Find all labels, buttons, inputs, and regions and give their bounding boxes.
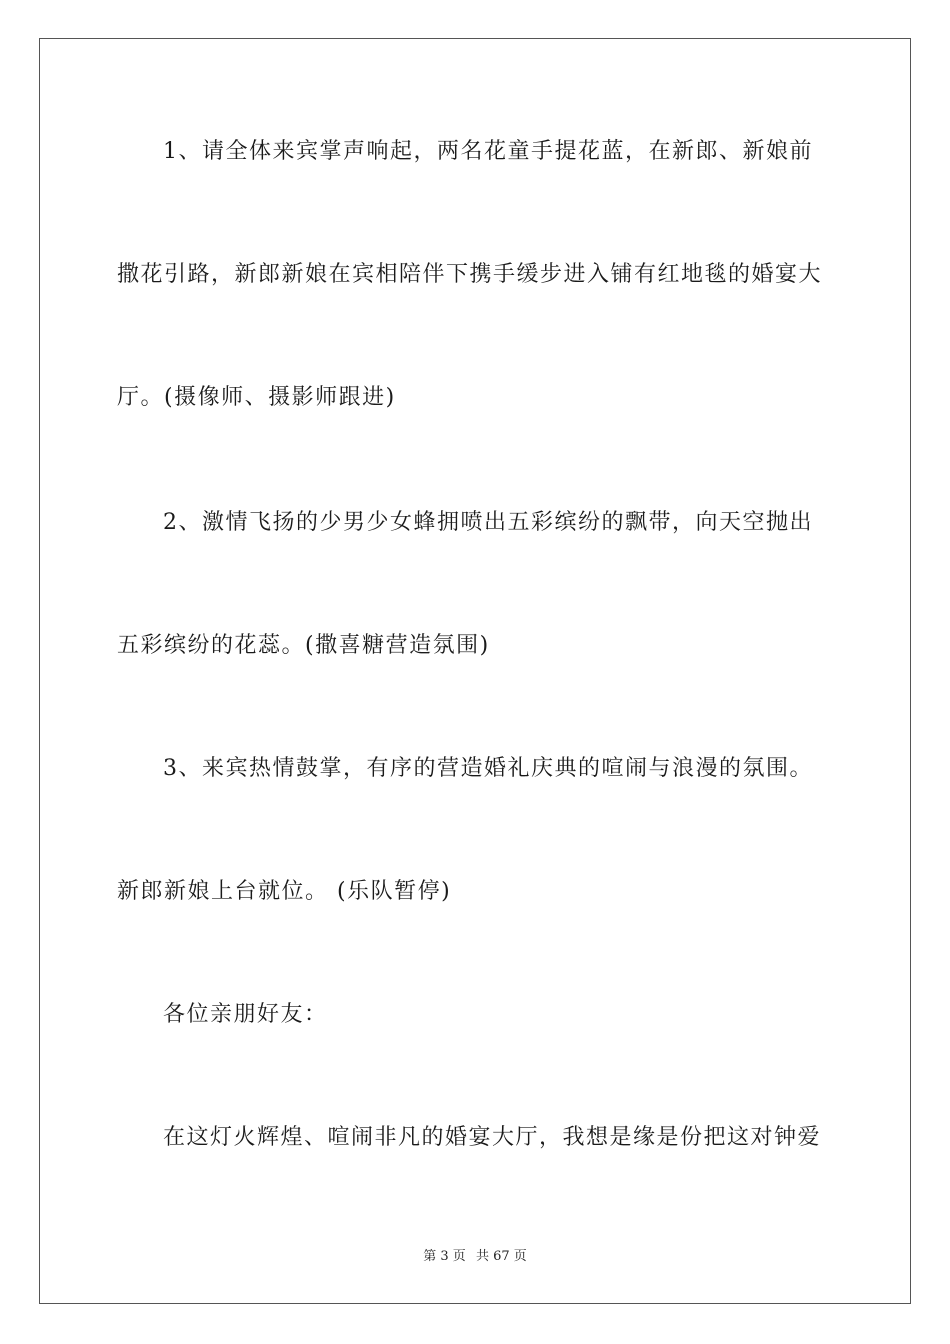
page-footer [0,1245,950,1264]
page-frame [39,38,911,1304]
page-number: 第 3 页 [423,1249,466,1264]
paragraph-2-line-1: 2、激情飞扬的少男少女蜂拥喷出五彩缤纷的飘带，向天空抛出 [163,510,813,535]
total-pages: 共 67 页 [475,1249,527,1264]
greeting-line: 各位亲朋好友： [163,1002,328,1027]
paragraph-4-line-1: 在这灯火辉煌、喧闹非凡的婚宴大厅，我想是缘是份把这对钟爱 [163,1125,822,1150]
paragraph-3-line-1: 3、来宾热情鼓掌，有序的营造婚礼庆典的喧闹与浪漫的氛围。 [163,756,813,781]
paragraph-1-line-1: 1、请全体来宾掌声响起，两名花童手提花蓝，在新郎、新娘前 [163,139,813,164]
paragraph-1-line-3: 厅。(摄像师、摄影师跟进) [117,385,396,410]
paragraph-2-line-2: 五彩缤纷的花蕊。(撒喜糖营造氛围) [117,633,490,658]
paragraph-1-line-2: 撒花引路，新郎新娘在宾相陪伴下携手缓步进入铺有红地毯的婚宴大 [117,262,823,287]
paragraph-3-line-2: 新郎新娘上台就位。 (乐队暂停) [117,879,452,904]
